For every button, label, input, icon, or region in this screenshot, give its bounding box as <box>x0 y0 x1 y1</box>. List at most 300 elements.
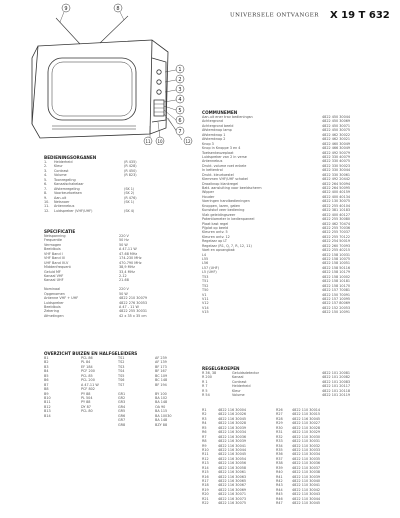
part-row-cell: 4822 110 30037 <box>292 465 321 470</box>
spec-row <box>44 314 194 318</box>
command-row-cell: Potentiometer in bedienpaneel <box>202 217 255 222</box>
command-row-cell: 4822 150 10091 <box>322 310 351 315</box>
part-row-cell: 4822 116 30004 <box>218 408 247 412</box>
callout-6 <box>176 116 184 124</box>
svg-text:8: 8 <box>116 5 120 12</box>
part-row-cell: R2 <box>202 412 207 417</box>
spec-row-cell: VHF Band III <box>44 256 65 261</box>
callout-4 <box>176 95 184 103</box>
command-row-cell: 4822 330 40079 <box>322 154 351 159</box>
tube-row-cell: A 47-11 W <box>81 382 99 387</box>
tube-row-cell: GR4 <box>118 404 126 409</box>
svg-text:1: 1 <box>178 66 182 73</box>
control-row-cell: Afstemregeling <box>54 186 80 191</box>
tube-row-cell: DY 87 <box>81 404 91 409</box>
part-row-cell: R37 <box>276 456 283 461</box>
command-row-cell: Kunststof veer bediening <box>202 208 245 213</box>
part-row-cell: 4822 110 30042 <box>292 487 321 492</box>
control-row-cell: Luidspreker (VHF/UHF) <box>54 208 93 213</box>
command-row-cell: Batt. aansluiting voor beeldscherm <box>202 186 262 190</box>
part-row-cell: R44 <box>276 487 283 492</box>
svg-text:9: 9 <box>64 5 68 12</box>
command-row-cell: Voet en opvangbak <box>202 248 235 253</box>
control-row-cell: 8. <box>44 191 48 196</box>
tube-row-cell: GR1 <box>118 391 126 396</box>
command-row-cell: Draaiknop klankregel <box>202 181 239 186</box>
spec-row-cell: 220 V <box>119 234 129 238</box>
spec-row-cell: 50 W <box>119 242 128 247</box>
part-row-cell: R1 <box>202 408 207 412</box>
control-row-cell: 7. <box>44 186 48 191</box>
control-row-cell: 2. <box>44 164 48 169</box>
command-row-cell: 4822 260 70093 <box>322 243 351 248</box>
tube-row-cell: BA 10030 <box>155 413 172 418</box>
part-row-cell: 4822 110 30039 <box>292 474 321 479</box>
regelgroep-row-cell: R 7 <box>202 384 208 389</box>
command-row-cell: Luidspreker van 2 in verse <box>202 154 247 159</box>
tube-row-cell: TS7 <box>118 382 125 387</box>
regelgroep-row-cell: 4822 101 20081 <box>322 371 351 375</box>
spec-row-cell: 33,4 MHz <box>119 269 135 274</box>
tube-row-cell: TS1 <box>118 356 125 360</box>
part-row-cell: 4822 116 30056 <box>218 461 247 466</box>
controls-title: BEDIENINGSORGANEN <box>44 155 97 160</box>
part-row-cell: 4822 116 30058 <box>218 465 247 470</box>
command-row-cell: Drukt. volume roet enkele <box>202 163 247 168</box>
part-row-cell: R5 <box>202 425 207 430</box>
command-row-cell: Afstemknop 1 <box>202 132 226 137</box>
part-row-cell: 4822 116 30039 <box>218 439 247 444</box>
part-row-cell: 4822 116 30044 <box>218 447 247 452</box>
command-row-cell: 4822 158 10075 <box>322 257 351 261</box>
svg-text:7: 7 <box>178 128 182 135</box>
tube-row-cell: GR6 <box>118 413 126 418</box>
page-header <box>230 5 390 24</box>
tube-row-cell: PCL 200 <box>81 378 95 383</box>
spec-row-cell: Kanaal UHF <box>44 278 64 283</box>
control-row-cell: (SK 4) <box>124 208 135 213</box>
command-row-cell: 4822 157 70081 <box>322 288 351 293</box>
command-row-cell: 4822 264 50094 <box>322 181 351 186</box>
callout-12 <box>184 137 192 145</box>
command-row-cell: 4822 381 10183 <box>322 208 351 213</box>
command-row-cell: 4822 254 50019 <box>322 239 351 244</box>
part-row-cell: R28 <box>276 416 283 421</box>
part-row-cell: R39 <box>276 465 283 470</box>
spec-row-cell: Beeldbuis <box>44 247 61 252</box>
command-row-cell: T52 <box>202 283 209 288</box>
tube-row-cell: PCF 802 <box>81 387 95 392</box>
part-row-cell: R17 <box>202 479 209 483</box>
command-row-cell: Knoppen, lazen, gaten <box>202 203 241 208</box>
regelgroep-row-cell: 4822 101 20083 <box>322 379 351 384</box>
spec-row-cell: Nominaal <box>44 287 61 292</box>
command-row-cell: Vlak geleidingsveer <box>202 212 236 217</box>
control-row-cell: (SK 1) <box>124 199 135 204</box>
tube-row-cell: B7 <box>44 382 49 387</box>
control-row-cell: 12. <box>44 208 50 213</box>
part-row-cell: 4822 116 30036 <box>218 434 247 439</box>
command-row-cell: Afstemknop 2 <box>202 137 226 142</box>
part-row-cell: 4822 110 30027 <box>292 421 321 426</box>
tube-row-cell: B4 <box>44 369 49 374</box>
control-row-cell: Antennebus <box>54 204 75 209</box>
regelgroep-row-cell: 4822 101 20117 <box>322 384 351 389</box>
command-row-cell: 4822 466 30049 <box>322 146 351 151</box>
tube-row-cell: TS2 <box>118 360 125 365</box>
callout-3 <box>176 85 184 93</box>
regelgroep-row-cell: Helderheid <box>232 384 251 389</box>
control-row-cell: 3. <box>44 168 48 173</box>
spec-row-cell: 4822 210 30079 <box>119 296 148 301</box>
part-row-cell: R10 <box>202 447 209 452</box>
part-row-cell: R27 <box>276 412 283 417</box>
tube-row-cell: GR5 <box>118 409 126 414</box>
part-row-cell: 4822 116 30028 <box>218 421 247 426</box>
tube-row-cell: B6 <box>44 378 49 383</box>
svg-text:3: 3 <box>178 86 182 93</box>
control-row-cell: Voorkeurtoetsen <box>54 191 82 196</box>
command-row-cell: V15 <box>202 310 209 315</box>
callout-7 <box>176 127 184 135</box>
command-row-cell: 4822 255 40215 <box>322 248 351 253</box>
tube-row-cell: EF 184 <box>81 364 93 369</box>
control-row-cell: Volume <box>54 173 67 178</box>
tubes-title: OVERZICHT BUIZEN EN HALFGELEIDERS <box>44 351 138 356</box>
part-row <box>202 501 387 505</box>
tube-row-cell: PY 88 <box>81 391 91 396</box>
tube-row-cell: B10 <box>44 395 51 400</box>
command-row-cell: T51 <box>202 279 209 284</box>
command-row-cell: Afstemknop lamp <box>202 128 232 133</box>
command-row-cell: 4822 264 50095 <box>322 186 351 190</box>
control-row-cell: (R 476) <box>124 195 137 200</box>
tube-row-cell: BC 109 <box>155 373 168 378</box>
part-row-cell: 4822 110 30028 <box>292 425 321 430</box>
control-row-cell: 9. <box>44 195 48 200</box>
svg-text:11: 11 <box>145 138 151 144</box>
command-row-cell: Klemmen VHF/UHF schakel <box>202 177 248 182</box>
spec-row-cell: 38,9 MHz <box>119 265 135 270</box>
control-row-cell: Toonregeling <box>54 177 76 182</box>
command-row-cell: 4822 255 40104 <box>322 203 351 208</box>
part-row-cell: R19 <box>202 487 209 492</box>
part-row-cell: R45 <box>276 492 283 497</box>
specs-section <box>44 229 194 318</box>
part-row-cell: 4822 110 30038 <box>292 470 321 475</box>
command-row <box>202 310 387 314</box>
spec-row-cell: Netspanning <box>44 234 66 238</box>
tube-row-cell: BF 194 <box>155 382 167 387</box>
command-row-cell: 4822 152 20053 <box>322 305 351 310</box>
part-row-cell: R11 <box>202 452 209 457</box>
svg-text:6: 6 <box>178 117 182 124</box>
controls-section <box>44 155 154 213</box>
commands-title: COMMUNEMEN <box>202 110 238 115</box>
command-row-cell: 4822 400 40134 <box>322 194 351 199</box>
tube-row-cell: B11 <box>44 400 51 405</box>
spec-row-cell: 174-230 MHz <box>119 256 142 261</box>
tube-row-cell: PCL 85 <box>81 373 93 378</box>
tube-row-cell: PL 84 <box>81 360 91 365</box>
callout-11 <box>144 137 152 145</box>
part-row-cell: R3 <box>202 416 207 421</box>
regelgroepen-list <box>202 371 387 398</box>
tube-row-cell <box>81 423 118 427</box>
part-row-cell: 4822 116 30065 <box>218 479 247 483</box>
part-row-cell: 4822 110 30015 <box>292 412 321 417</box>
part-row-cell: R40 <box>276 470 283 475</box>
regelgroepen-section <box>202 366 387 398</box>
part-row-cell: 4822 110 30034 <box>292 452 321 457</box>
part-row-cell: 4822 110 30035 <box>292 456 321 461</box>
regelgroep-row-cell: Kanaal <box>232 375 244 380</box>
part-row-cell: R46 <box>276 496 283 501</box>
spec-row-cell: Antenne VHF + UHF <box>44 296 79 301</box>
spec-row-cell: Middenfrequent <box>44 265 71 270</box>
command-row-cell: 4822 158 10051 <box>322 261 351 266</box>
command-row-cell: Pijplat op beeld <box>202 225 229 230</box>
part-row-cell: 4822 110 30033 <box>292 447 321 452</box>
part-row-cell: R18 <box>202 483 209 488</box>
control-row-cell: (R 450) <box>124 168 137 173</box>
part-row-cell: R13 <box>202 461 209 466</box>
command-row-cell: T50 <box>202 288 209 293</box>
controls-list <box>44 160 154 213</box>
tubes-section <box>44 351 194 427</box>
tube-row-cell: TS5 <box>118 373 125 378</box>
command-row-cell: V1 <box>202 292 207 297</box>
command-row-cell: 4822 158 10031 <box>322 252 351 257</box>
part-row-cell: 4822 110 30045 <box>292 501 321 506</box>
control-row-cell: (SK 1) <box>124 186 135 191</box>
part-row-cell: 4822 116 30039 <box>218 425 247 430</box>
tube-row-cell: B2 <box>44 360 49 365</box>
callout-5 <box>176 106 184 114</box>
command-row-cell: 4822 130 30075 <box>322 199 351 204</box>
part-row-cell: 4822 116 30073 <box>218 496 247 501</box>
tube-row-cell: BA 148 <box>155 418 168 423</box>
tube-row-cell: BF 167 <box>155 369 167 374</box>
tube-row-cell: PCF 200 <box>81 369 95 374</box>
part-row-cell: 4822 110 30032 <box>292 443 321 448</box>
spec-row-cell: 42 x 35 x 35 cm <box>119 313 147 318</box>
spec-row-cell: UHF Band IV-V <box>44 260 69 265</box>
part-row-cell: R6 <box>202 430 207 435</box>
part-row-cell: R41 <box>276 474 283 479</box>
command-row-cell: L5 (UHF) <box>202 270 217 275</box>
tube-row-cell: BA 102 <box>155 395 168 400</box>
command-row-cell: Voeringen handbedieningen <box>202 199 250 204</box>
command-row-cell: 4822 157 10095 <box>322 296 351 301</box>
svg-text:10: 10 <box>157 138 163 144</box>
callout-2 <box>176 75 184 83</box>
part-row-cell: 4822 110 30043 <box>292 492 321 497</box>
command-row-cell: 4822 450 30069 <box>322 119 351 124</box>
command-row-cell: V11 <box>202 296 209 301</box>
command-row-cell: Antennebus <box>202 159 223 164</box>
part-row-cell: R47 <box>276 501 283 506</box>
tube-row-cell: TS4 <box>118 369 125 374</box>
command-row-cell: 4822 462 30021 <box>322 137 351 142</box>
part-row-cell: R20 <box>202 492 209 497</box>
control-row-cell: Netsnoer <box>54 199 70 204</box>
spec-row-cell: Opgenomen <box>44 291 65 296</box>
spec-row-cell: Zekering <box>44 309 59 314</box>
control-row-cell: 6. <box>44 182 48 187</box>
part-row-cell: 4822 116 30041 <box>218 443 247 448</box>
model-number: X 19 T 632 <box>329 10 390 21</box>
regelgroep-row-cell: 4822 101 20118 <box>322 388 351 393</box>
spec-row-cell: Frequentie <box>44 238 63 243</box>
control-row-cell: 11. <box>44 204 50 209</box>
command-row-cell: Kleuren ontv. 5 <box>202 230 228 235</box>
regelgroep-row-cell: R 5 <box>202 388 208 393</box>
command-row-cell: Drukt. kleurtoestel <box>202 172 234 177</box>
part-row-cell: R31 <box>276 430 283 435</box>
part-row-cell: R30 <box>276 425 283 430</box>
control-row-cell: (R 428) <box>124 164 137 169</box>
specs-title: SPECIFICATIE <box>44 229 76 234</box>
tube-row-cell: B9 <box>44 391 49 396</box>
command-row-cell: 4822 330 30044 <box>322 168 351 173</box>
tube-row-cell: GR8 <box>118 422 126 427</box>
command-row-cell: 4822 330 30061 <box>322 172 351 177</box>
part-row-cell: R8 <box>202 439 207 444</box>
command-row-cell: 4822 460 30049 <box>322 141 351 146</box>
tube-row-cell: TS3 <box>118 364 125 369</box>
command-row-cell: 4822 255 70122 <box>322 234 351 239</box>
command-row-cell: T53 <box>202 274 209 279</box>
command-row-cell: 4822 450 30044 <box>322 115 351 119</box>
command-row-cell: Regelaar op LT <box>202 239 227 244</box>
command-row-cell: 4822 462 70474 <box>322 221 351 226</box>
spec-row-cell: 4822 276 30053 <box>119 300 148 305</box>
spec-row-cell: VHF Band I <box>44 251 63 256</box>
tube-row-cell: BC 148 <box>155 378 168 383</box>
tube-row-cell <box>44 423 81 427</box>
regelgroep-row-cell: R 200 <box>202 375 212 380</box>
tube-row-cell: GR3 <box>118 400 126 405</box>
spec-row-cell: 50 Hz <box>119 238 129 243</box>
control-row-cell: (R 435) <box>124 160 137 164</box>
command-row-cell: 4822 255 70037 <box>322 230 351 235</box>
part-row-cell: R32 <box>276 434 283 439</box>
part-row-cell: 4822 116 30045 <box>292 416 321 421</box>
tv-drawing <box>0 0 200 145</box>
part-row-cell: 4822 116 30045 <box>218 452 247 457</box>
tube-row-cell: GR2 <box>118 395 126 400</box>
command-row-cell: 4822 158 50116 <box>322 265 351 270</box>
part-row-cell: R22 <box>202 501 209 506</box>
callout-10 <box>156 137 164 145</box>
command-row-cell: L55 <box>202 257 209 261</box>
part-row-cell: R21 <box>202 496 209 501</box>
tube-row <box>44 423 194 427</box>
tube-row-cell: GR7 <box>118 418 126 423</box>
tube-row-cell: B3 <box>44 364 49 369</box>
part-row-cell: R35 <box>276 447 283 452</box>
command-row-cell: 4822 158 10170 <box>322 283 351 288</box>
specs-list <box>44 234 194 318</box>
tube-row-cell: BA 148 <box>155 400 168 405</box>
part-row-cell: 4822 110 30014 <box>292 408 321 412</box>
parts-section <box>202 408 387 506</box>
parts-list <box>202 408 387 506</box>
part-row-cell: R9 <box>202 443 207 448</box>
command-row-cell: Aan-uit ener trav bedieningsn <box>202 115 253 119</box>
command-row-cell: 4822 400 40127 <box>322 212 351 217</box>
regelgroep-row-cell: 4822 101 20119 <box>322 393 351 398</box>
tube-row-cell: PCL 80 <box>81 409 93 414</box>
tube-row-cell: B13 <box>44 409 51 414</box>
control-row-cell: 1. <box>44 160 48 164</box>
command-row-cell: L4 <box>202 252 207 257</box>
svg-text:5: 5 <box>178 107 182 114</box>
part-row-cell: 4822 116 30069 <box>218 487 247 492</box>
command-row-cell: Knop 3 <box>202 141 214 146</box>
receiver-subtitle: UNIVERSELE ONTVANGER <box>230 12 319 19</box>
tube-row-cell: B12 <box>44 404 51 409</box>
part-row-cell: 4822 110 30031 <box>292 439 321 444</box>
spec-row-cell: Geluid MF <box>44 269 61 274</box>
part-row-cell: 4822 110 30030 <box>292 434 321 439</box>
svg-text:2: 2 <box>178 76 182 83</box>
command-row-cell: 4822 255 30080 <box>322 217 351 222</box>
tube-row-cell: B8 <box>44 387 49 392</box>
part-row-cell: 4822 110 30040 <box>292 479 321 483</box>
control-row-cell: Contrast <box>54 168 69 173</box>
command-row-cell: Wipper <box>202 190 215 195</box>
command-row-cell: Knop in Knoppe 3 en 4 <box>202 146 241 151</box>
regelgroep-row-cell: Kleur <box>232 388 241 393</box>
part-row-cell: 4822 110 30029 <box>292 430 321 435</box>
spec-row-cell: 220 V <box>119 287 129 292</box>
tube-row-cell: B14 <box>44 413 51 418</box>
callout-9 <box>62 4 70 12</box>
control-row-cell: Kleur <box>54 164 63 169</box>
command-row-cell: 4822 492 20442 <box>322 177 351 182</box>
spec-row-cell: 470-790 MHz <box>119 260 142 265</box>
command-row-cell: 4822 150 70091 <box>322 292 351 297</box>
svg-text:12: 12 <box>185 138 191 144</box>
command-row-cell: 4822 330 50023 <box>322 163 351 168</box>
tube-row-cell: BY 100 <box>155 391 167 396</box>
part-row-cell: R14 <box>202 465 209 470</box>
spec-row-cell: A 47 - 11 W <box>119 305 139 309</box>
regelgroep-row-cell: Contrast <box>232 379 247 384</box>
command-row-cell: 4822 450 30071 <box>322 123 351 128</box>
command-row-cell: 4822 157 80069 <box>322 301 351 306</box>
tube-row-cell: BF 173 <box>155 364 167 369</box>
command-row-cell: Toetsenkeuzeplaat <box>202 150 234 155</box>
tube-row-cell: BZY 88 <box>155 422 168 427</box>
part-row-cell: R34 <box>276 443 283 448</box>
part-row-cell: 4822 116 20026 <box>218 412 247 417</box>
part-row-cell: R36 <box>276 452 283 457</box>
control-row-cell: 5. <box>44 177 48 182</box>
part-row-cell: R7 <box>202 434 207 439</box>
command-row-cell: V14 <box>202 305 209 310</box>
part-row-cell: R26 <box>276 408 283 412</box>
callout-1 <box>176 65 184 73</box>
tube-row-cell: B5 <box>44 373 49 378</box>
tube-row-cell: BA 115 <box>155 409 168 414</box>
commands-list <box>202 115 387 315</box>
spec-row-cell: Kanaal VHF <box>44 273 64 278</box>
regelgroep-row-cell: 4822 101 20082 <box>322 375 351 380</box>
part-row-cell: R33 <box>276 439 283 444</box>
